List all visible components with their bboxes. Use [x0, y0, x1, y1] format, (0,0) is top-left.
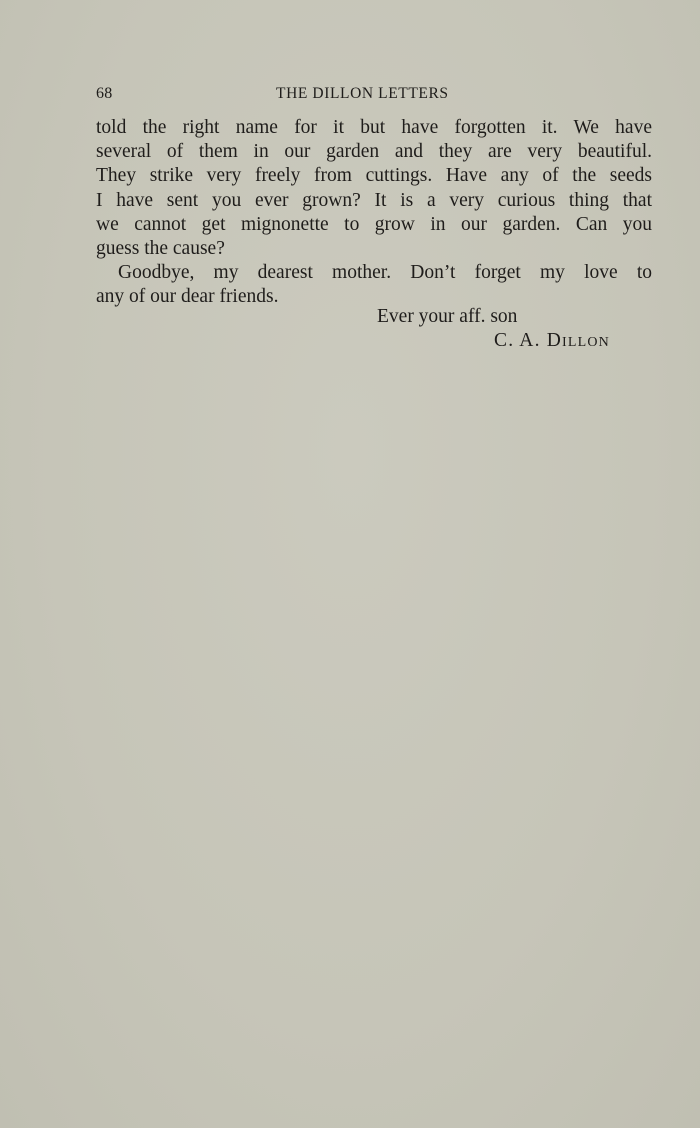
text-line: told the right name for it but have forgotten it. We have [96, 117, 652, 138]
letter-signature: C. A. Dillon [494, 330, 610, 351]
text-line: guess the cause? [96, 237, 225, 259]
text-line: They strike very freely from cuttings. Have any of the seeds [96, 165, 652, 187]
text-line: we cannot get mignonette to grow in our garden. Can you [96, 213, 652, 235]
text-line: several of them in our garden and they are very beautiful. [96, 141, 652, 163]
letter-body [96, 116, 652, 310]
text-line: any of our dear friends. [96, 286, 279, 308]
running-header [96, 85, 652, 107]
page-number: 68 [96, 85, 113, 102]
running-title: THE DILLON LETTERS [276, 85, 449, 102]
text-line: Goodbye, my dearest mother. Don’t forget my love to [118, 262, 652, 284]
text-line: I have sent you ever grown? It is a very curious thing that [96, 189, 652, 211]
letter-closing: Ever your aff. son [377, 306, 518, 327]
